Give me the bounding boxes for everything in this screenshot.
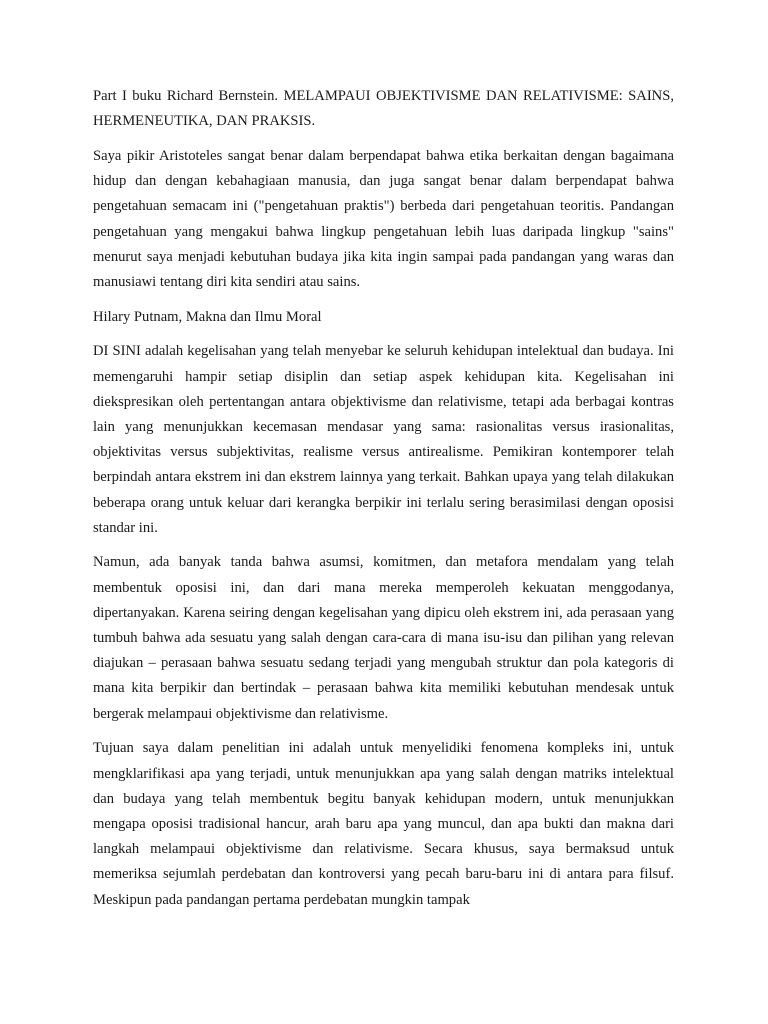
heading-paragraph: Part I buku Richard Bernstein. MELAMPAUI OBJEKTIVISME DAN RELATIVISME: SAINS, HERMENEUTIKA, DAN PRAKSIS.	[93, 88, 674, 130]
body-paragraph: DI SINI adalah kegelisahan yang telah menyebar ke seluruh kehidupan intelektual dan budaya. Ini memengaruhi hampir setiap disiplin dan setiap aspek kehidupan kita. Kegelisahan ini diekspresikan oleh pertentangan antara objektivisme dan relativisme, tetapi ada berbagai kontras lain yang menunjukkan kecemasan mendasar yang sama: rasionalitas versus irasionalitas, objektivitas versus subjektivitas, realisme versus antirealisme. Pemikiran kontemporer telah berpindah antara ekstrem ini dan ekstrem lainnya yang terkait. Bahkan upaya yang telah dilakukan beberapa orang untuk keluar dari kerangka berpikir ini terlalu sering berasimilasi dengan oposisi standar ini.	[93, 343, 674, 536]
body-paragraph: Namun, ada banyak tanda bahwa asumsi, komitmen, dan metafora mendalam yang telah membentuk oposisi ini, dan dari mana mereka memperoleh kekuatan menggodanya, dipertanyakan. Karena seiring dengan kegelisahan yang dipicu oleh ekstrem ini, ada perasaan yang tumbuh bahwa ada sesuatu yang salah dengan cara-cara di mana isu-isu dan pilihan yang relevan diajukan – perasaan bahwa sesuatu sedang terjadi yang mengubah struktur dan pola kategoris di mana kita berpikir dan bertindak – perasaan bahwa kita memiliki kebutuhan mendesak untuk bergerak melampaui objektivisme dan relativisme.	[93, 554, 674, 722]
epigraph-paragraph: Saya pikir Aristoteles sangat benar dalam berpendapat bahwa etika berkaitan dengan bagaimana hidup dan dengan kebahagiaan manusia, dan juga sangat benar dalam berpendapat bahwa pengetahuan semacam ini ("pengetahuan praktis") berbeda dari pengetahuan teoritis. Pandangan pengetahuan yang mengakui bahwa lingkup pengetahuan lebih luas daripada lingkup "sains" menurut saya menjadi kebutuhan budaya jika kita ingin sampai pada pandangan yang waras dan manusiawi tentang diri kita sendiri atau sains.	[93, 147, 674, 290]
document-body	[93, 84, 674, 913]
body-paragraph: Tujuan saya dalam penelitian ini adalah untuk menyelidiki fenomena kompleks ini, untuk mengklarifikasi apa yang terjadi, untuk menunjukkan apa yang salah dengan matriks intelektual dan budaya yang telah membentuk begitu banyak kehidupan modern, untuk menunjukkan mengapa oposisi tradisional hancur, arah baru apa yang muncul, dan apa bukti dan makna dari langkah melampaui objektivisme dan relativisme. Secara khusus, saya bermaksud untuk memeriksa sejumlah perdebatan dan kontroversi yang pecah baru-baru ini di antara para filsuf. Meskipun pada pandangan pertama perdebatan mungkin tampak	[93, 740, 674, 908]
epigraph-attribution: Hilary Putnam, Makna dan Ilmu Moral	[93, 308, 322, 325]
